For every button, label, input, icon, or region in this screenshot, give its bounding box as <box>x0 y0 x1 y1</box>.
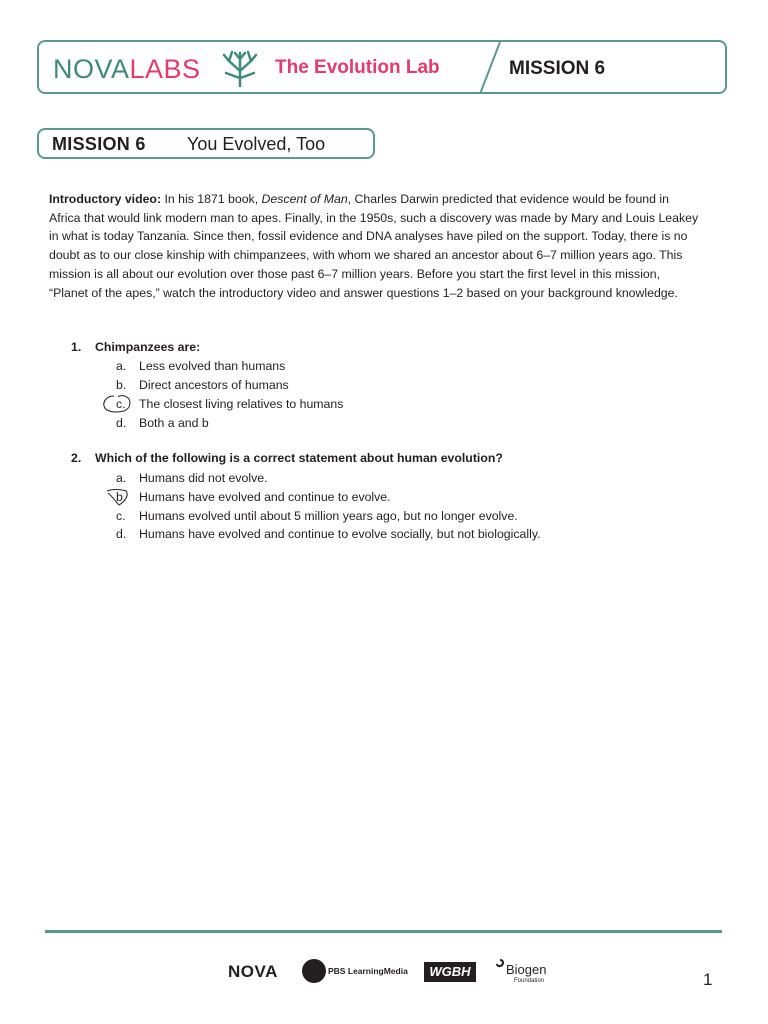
option-letter: c. <box>116 509 126 523</box>
intro-lead: Introductory video: <box>49 192 162 206</box>
option-text: Humans evolved until about 5 million years ago, but no longer evolve. <box>139 509 518 523</box>
header-divider <box>476 42 506 94</box>
option-text: The closest living relatives to humans <box>139 397 344 411</box>
option-text: Humans did not evolve. <box>139 471 268 485</box>
intro-paragraph <box>49 190 699 302</box>
footer-divider <box>45 930 722 933</box>
option-letter: a. <box>116 359 127 373</box>
lab-title: The Evolution Lab <box>275 57 440 78</box>
option-letter: d. <box>116 416 127 430</box>
biogen-swirl-icon <box>495 959 505 969</box>
sponsor-biogen-logo: Biogen <box>506 962 547 977</box>
logo-labs: LABS <box>129 54 201 84</box>
evolution-tree-icon <box>222 49 258 87</box>
question-text: Chimpanzees are: <box>95 340 201 354</box>
question-2 <box>71 451 503 465</box>
intro-text-2: , Charles Darwin predicted that evidence would be found in Africa that would link modern man to apes. Finally, in the 1950s, such a discovery was made by Mary and Louis Leakey in what is today Tanzania. Since then, fossil evidence and DNA analyses have piled on the support. Today, there is no doubt as to our close kinship with chimpanzees, with whom we shared an ancestor about 6–7 million years ago. This mission is all about our evolution over those past 6–7 million years. Before you start the first level in this mission, “Planet of the apes,” watch the introductory video and answer questions 1–2 based on your background knowledge. <box>49 192 699 300</box>
option-letter: d. <box>116 527 127 541</box>
question-text: Which of the following is a correct statement about human evolution? <box>95 451 503 465</box>
mission-banner <box>37 128 375 159</box>
option-letter: c. <box>116 397 126 411</box>
mission-title: You Evolved, Too <box>187 134 326 154</box>
q2-option-d <box>116 526 540 542</box>
header-bar <box>37 40 727 94</box>
q1-option-d <box>116 415 209 431</box>
mission-label: MISSION 6 <box>52 134 146 154</box>
q2-option-b <box>116 489 391 505</box>
sponsor-wgbh-logo: WGBH <box>424 962 476 982</box>
option-text: Less evolved than humans <box>139 359 286 373</box>
sponsor-biogen-sub: Foundation <box>514 978 545 984</box>
option-text: Both a and b <box>139 416 209 430</box>
sponsor-nova-logo: NOVA <box>228 962 278 981</box>
option-letter: a. <box>116 471 127 485</box>
option-text: Humans have evolved and continue to evolve socially, but not biologically. <box>139 527 541 541</box>
intro-text-1: In his 1871 book, <box>161 192 262 206</box>
q1-option-c <box>116 396 343 412</box>
q2-option-c <box>116 508 518 524</box>
header-mission: MISSION 6 <box>509 58 606 79</box>
question-number: 1. <box>71 340 82 354</box>
q1-option-b <box>116 377 289 393</box>
handwritten-check-mark <box>104 486 132 508</box>
logo-nova: NOVA <box>53 54 130 84</box>
option-text: Humans have evolved and continue to evolve. <box>139 490 391 504</box>
option-letter: b. <box>116 378 127 392</box>
q2-option-a <box>116 470 268 486</box>
question-number: 2. <box>71 451 82 465</box>
option-text: Direct ancestors of humans <box>139 378 289 392</box>
handwritten-circle-mark <box>102 394 132 415</box>
book-title: Descent of Man <box>261 192 348 206</box>
nova-labs-logo <box>53 54 201 84</box>
option-letter: b. <box>116 490 127 504</box>
page-number: 1 <box>703 970 713 989</box>
q1-option-a <box>116 358 285 374</box>
pbs-head-icon <box>302 959 326 983</box>
question-1 <box>71 340 200 354</box>
sponsor-pbs-logo: PBS LearningMedia <box>328 966 408 976</box>
